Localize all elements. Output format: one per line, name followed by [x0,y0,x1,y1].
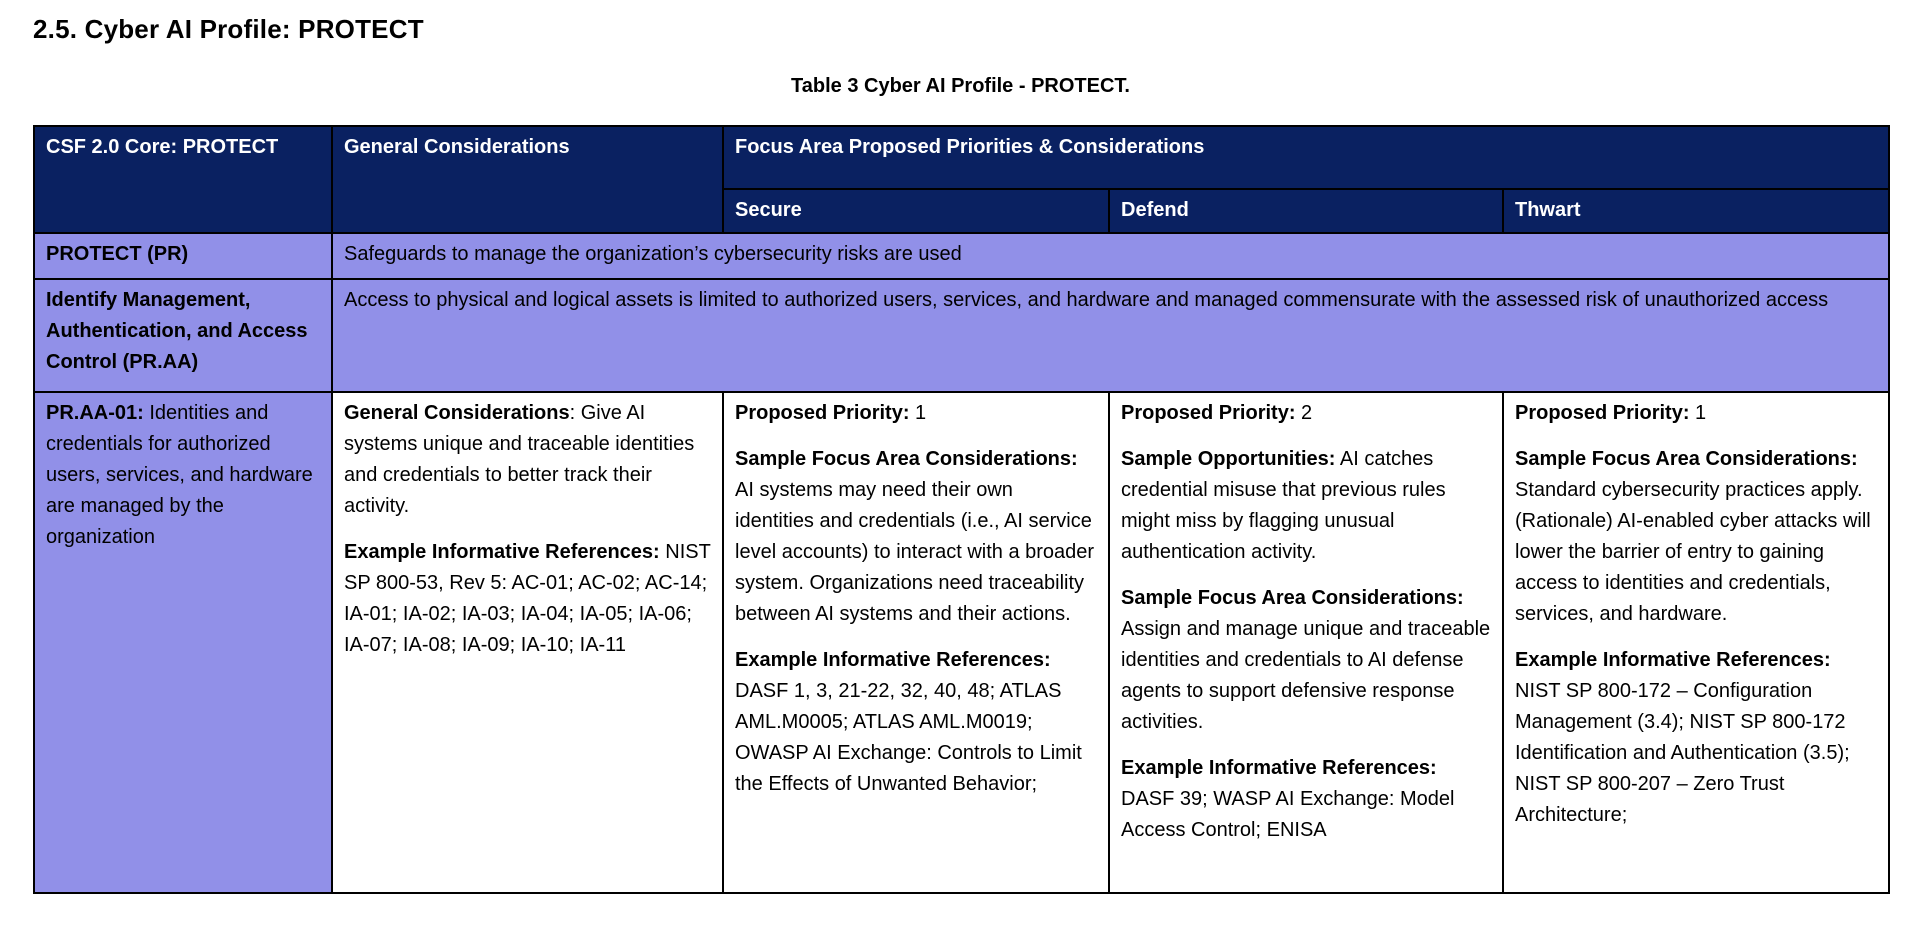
subcategory-id-text: Identities and credentials for authorized users, services, and hardware are managed by the organization [46,402,313,548]
cell-paragraph [1121,444,1491,568]
header-cell-defend: Defend [1109,189,1503,233]
paragraph-text: Assign and manage unique and traceable identities and credentials to AI defense agents to support defensive response activities. [1121,618,1491,733]
cell-paragraph [344,537,711,661]
paragraph-text: NIST SP 800-172 – Configuration Management (3.4); NIST SP 800-172 Identification and Authentication (3.5); NIST SP 800-207 – Zero Trust Architecture; [1515,680,1850,826]
document-page [0,14,1920,937]
paragraph-text: : Give AI systems unique and traceable identities and credentials to better track their activity. [344,402,695,517]
paragraph-text: Standard cybersecurity practices apply. (Rationale) AI-enabled cyber attacks will lower the barrier of entry to gaining access to identities and credentials, services, and hardware. [1515,479,1871,625]
praa01-id-cell [34,392,332,893]
cell-paragraph [344,398,711,522]
paragraph-text: NIST SP 800-53, Rev 5: AC-01; AC-02; AC-14; IA-01; IA-02; IA-03; IA-04; IA-05; IA-06; IA-07; IA-08; IA-09; IA-10; IA-11 [344,541,711,656]
cell-paragraph [735,444,1097,630]
cell-paragraph [1121,398,1491,429]
paragraph-label: Proposed Priority: [735,402,910,424]
paragraph-text: AI systems may need their own identities and credentials (i.e., AI service level accounts) to interact with a broader system. Organizations need traceability between AI systems and their actions. [735,479,1095,625]
paragraph-label: Example Informative References: [1515,649,1831,671]
cell-paragraph [735,645,1097,800]
paragraph-label: Proposed Priority: [1515,402,1690,424]
paragraph-label: General Considerations [344,402,570,424]
table-caption: Table 3 Cyber AI Profile - PROTECT. [791,75,1130,97]
cell-paragraph [735,398,1097,429]
paragraph-label: Sample Focus Area Considerations: [735,448,1078,470]
cell-paragraph [1515,645,1877,831]
paragraph-text: AI catches credential misuse that previous rules might miss by flagging unusual authentication activity. [1121,448,1446,563]
cell-paragraph [1121,753,1491,846]
header-cell-general-considerations: General Considerations [332,126,723,233]
paragraph-label: Example Informative References: [735,649,1051,671]
paragraph-label: Sample Focus Area Considerations: [1121,587,1464,609]
subcategory-paragraph [46,398,320,553]
paragraph-label: Example Informative References: [1121,757,1437,779]
paragraph-text: DASF 1, 3, 21-22, 32, 40, 48; ATLAS AML.M0005; ATLAS AML.M0019; OWASP AI Exchange: Controls to Limit the Effects of Unwanted Behavior; [735,680,1082,795]
protect-description-cell: Safeguards to manage the organization’s cybersecurity risks are used [332,233,1889,279]
praa01-secure-cell [723,392,1109,893]
section-heading: 2.5. Cyber AI Profile: PROTECT [33,14,424,44]
paragraph-text: 1 [1689,402,1707,424]
table-header-row-1 [34,126,1889,189]
header-cell-focus-area-group: Focus Area Proposed Priorities & Considerations [723,126,1889,189]
paragraph-label: Proposed Priority: [1121,402,1296,424]
paragraph-text: 1 [909,402,927,424]
paragraph-label: Sample Opportunities: [1121,448,1336,470]
paragraph-label: Example Informative References: [344,541,660,563]
paragraph-label: Sample Focus Area Considerations: [1515,448,1858,470]
cyber-ai-profile-protect-table [33,125,1890,894]
subcategory-id-label: PR.AA-01: [46,402,144,424]
praa01-thwart-cell [1503,392,1889,893]
praa01-defend-cell [1109,392,1503,893]
cell-paragraph [1121,583,1491,738]
cell-paragraph [1515,444,1877,630]
header-cell-thwart: Thwart [1503,189,1889,233]
praa01-subcategory-row [34,392,1889,893]
protect-function-row [34,233,1889,279]
praa-description-cell: Access to physical and logical assets is limited to authorized users, services, and hardware and managed commensurate with the assessed risk of unauthorized access [332,279,1889,392]
protect-label-cell: PROTECT (PR) [34,233,332,279]
header-cell-secure: Secure [723,189,1109,233]
paragraph-text: DASF 39; WASP AI Exchange: Model Access Control; ENISA [1121,788,1455,841]
praa01-general-considerations-cell [332,392,723,893]
praa-category-row [34,279,1889,392]
praa-label-cell: Identify Management, Authentication, and Access Control (PR.AA) [34,279,332,392]
header-cell-csf-core: CSF 2.0 Core: PROTECT [34,126,332,233]
paragraph-text: 2 [1295,402,1313,424]
cell-paragraph [1515,398,1877,429]
